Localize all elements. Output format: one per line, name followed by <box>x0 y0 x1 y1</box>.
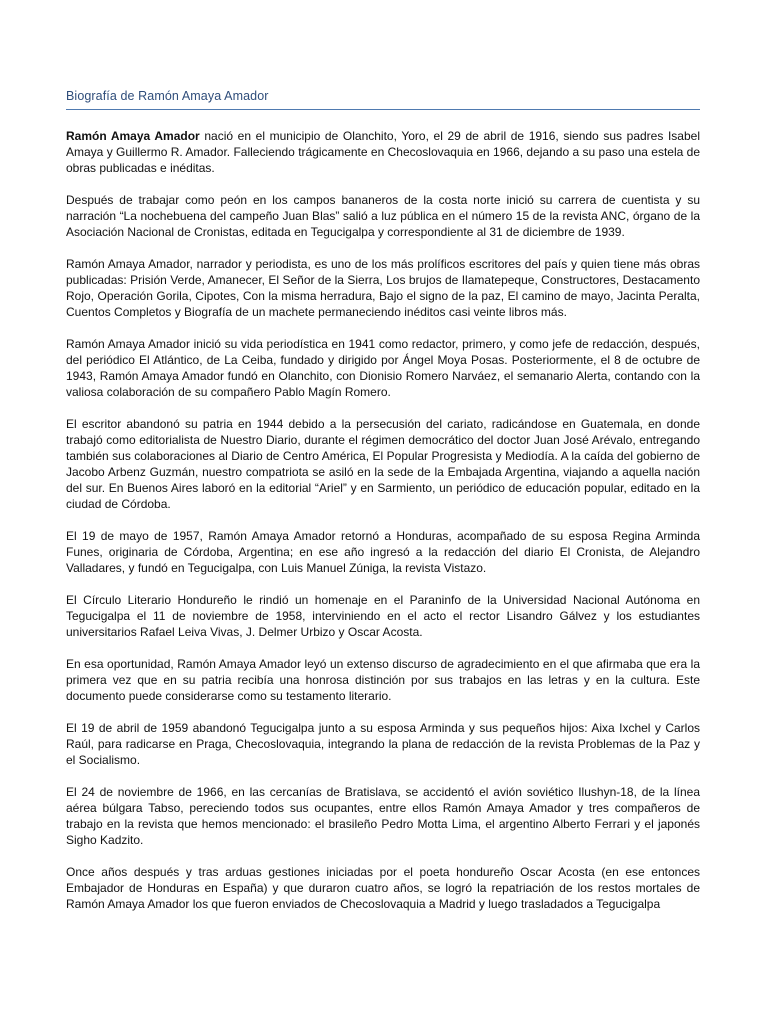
paragraph-9: El 19 de abril de 1959 abandonó Tegucigalpa junto a su esposa Arminda y sus pequeños hijos: Aixa Ixchel y Carlos Raúl, para radicarse en Praga, Checoslovaquia, integrando la plana de redacción de la revista Problemas de la Paz y el Socialismo. <box>66 721 700 767</box>
paragraph-10: El 24 de noviembre de 1966, en las cercanías de Bratislava, se accidentó el avión soviético Ilushyn-18, de la línea aérea búlgara Tabso, pereciendo todos sus ocupantes, entre ellos Ramón Amaya Amador y tres compañeros de trabajo en la revista que hemos mencionado: el brasileño Pedro Motta Lima, el argentino Alberto Ferrari y el japonés Sigho Kadzito. <box>66 785 700 847</box>
paragraph-2: Después de trabajar como peón en los campos bananeros de la costa norte inició su carrera de cuentista y su narración “La nochebuena del campeño Juan Blas” salió a luz pública en el número 15 de la revista ANC, órgano de la Asociación Nacional de Cronistas, editada en Tegucigalpa y correspondiente al 31 de diciembre de 1939. <box>66 193 700 239</box>
paragraph-3: Ramón Amaya Amador, narrador y periodista, es uno de los más prolíficos escritores del país y quien tiene más obras publicadas: Prisión Verde, Amanecer, El Señor de la Sierra, Los brujos de Ilamatepeque, Constructores, Destacamento Rojo, Operación Gorila, Cipotes, Con la misma herradura, Bajo el signo de la paz, El camino de mayo, Jacinta Peralta, Cuentos Completos y Biografía de un machete permaneciendo inéditos casi veinte libros más. <box>66 257 700 319</box>
paragraph-1-text: nació en el municipio de Olanchito, Yoro, el 29 de abril de 1916, siendo sus padres Isabel Amaya y Guillermo R. Amador. Falleciendo trágicamente en Checoslovaquia en 1966, dejando a su paso una estela de obras publicadas e inéditas. <box>66 129 700 175</box>
paragraph-1 <box>66 128 700 176</box>
lead-name: Ramón Amaya Amador <box>66 129 200 143</box>
paragraph-6: El 19 de mayo de 1957, Ramón Amaya Amador retornó a Honduras, acompañado de su esposa Regina Arminda Funes, originaria de Córdoba, Argentina; en ese año ingresó a la redacción del diario El Cronista, de Alejandro Valladares, y fundó en Tegucigalpa, con Luis Manuel Zúniga, la revista Vistazo. <box>66 529 700 575</box>
document-body <box>66 128 700 928</box>
paragraph-5: El escritor abandonó su patria en 1944 debido a la persecusión del cariato, radicándose en Guatemala, en donde trabajó como editorialista de Nuestro Diario, durante el régimen democrático del doctor Juan José Arévalo, entregando también sus colaboraciones al Diario de Centro América, El Popular Progresista y Mediodía. A la caída del gobierno de Jacobo Arbenz Guzmán, nuestro compatriota se asiló en la sede de la Embajada Argentina, viajando a aquella nación del sur. En Buenos Aires laboró en la editorial “Ariel” y en Sarmiento, un periódico de educación popular, editado en la ciudad de Córdoba. <box>66 417 700 511</box>
paragraph-7: El Círculo Literario Hondureño le rindió un homenaje en el Paraninfo de la Universidad Nacional Autónoma en Tegucigalpa el 11 de noviembre de 1958, interviniendo en el acto el rector Lisandro Gálvez y los estudiantes universitarios Rafael Leiva Vivas, J. Delmer Urbizo y Oscar Acosta. <box>66 593 700 639</box>
paragraph-8: En esa oportunidad, Ramón Amaya Amador leyó un extenso discurso de agradecimiento en el que afirmaba que era la primera vez que en su patria recibía una honrosa distinción por sus trabajos en las letras y en la cultura. Este documento puede considerarse como su testamento literario. <box>66 657 700 703</box>
paragraph-11: Once años después y tras arduas gestiones iniciadas por el poeta hondureño Oscar Acosta (en ese entonces Embajador de Honduras en España) y que duraron cuatro años, se logró la repatriación de los restos mortales de Ramón Amaya Amador los que fueron enviados de Checoslovaquia a Madrid y luego trasladados a Tegucigalpa <box>66 865 700 911</box>
title-underline <box>66 109 700 110</box>
paragraph-4: Ramón Amaya Amador inició su vida periodística en 1941 como redactor, primero, y como jefe de redacción, después, del periódico El Atlántico, de La Ceiba, fundado y dirigido por Ángel Moya Posas. Posteriormente, el 8 de octubre de 1943, Ramón Amaya Amador fundó en Olanchito, con Dionisio Romero Narváez, el semanario Alerta, contando con la valiosa colaboración de su compañero Pablo Magín Romero. <box>66 337 700 399</box>
document-title: Biografía de Ramón Amaya Amador <box>66 89 269 103</box>
